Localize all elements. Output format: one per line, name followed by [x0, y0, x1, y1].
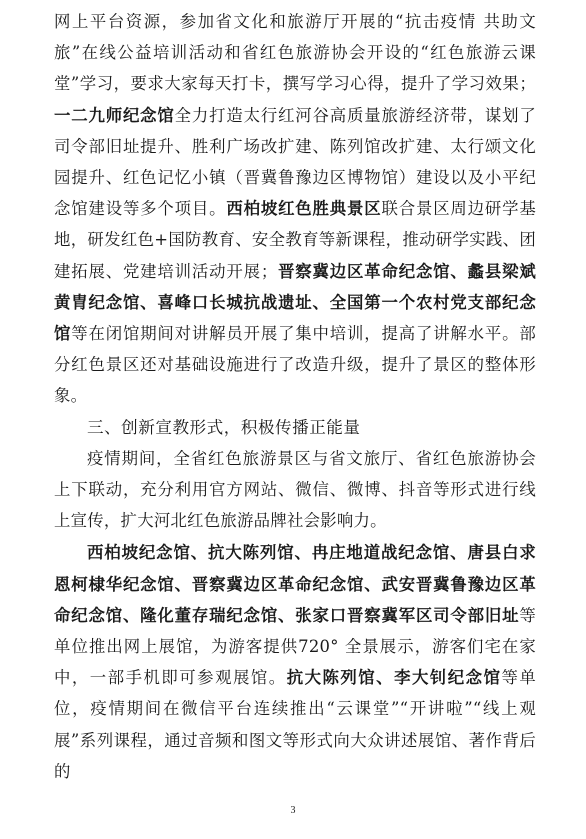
paragraph-text: 联合景区周边研学基地，研发红色+国防教育、安全教育等新课程，推动研学实践、团建拓展、党建培训活动开展； — [54, 199, 537, 281]
bold-venue-name: 晋察冀边区革命纪念馆、蠡县梁斌黄胄纪念馆、喜峰口长城抗战遗址、全国第一个农村党支部纪念馆 — [54, 261, 537, 344]
bold-venue-name: 西柏坡纪念馆、抗大陈列馆、冉庄地道战纪念馆、唐县白求恩柯棣华纪念馆、晋察冀边区革命纪念馆、武安晋冀鲁豫边区革命纪念馆、隆化董存瑞纪念馆、张家口晋察冀军区司令部旧址 — [54, 543, 536, 625]
paragraph-text: 等单位推出网上展馆，为游客提供720° 全景展示，游客们宅在家中，一部手机即可参观展馆。 — [54, 605, 536, 688]
bold-venue-name: 西柏坡红色胜典景区 — [226, 199, 382, 219]
body-paragraph-online-promotion: 疫情期间，全省红色旅游景区与省文旅厅、省红色旅游协会上下联动，充分利用官方网站、微信、微博、抖音等形式进行线上宣传，扩大河北红色旅游品牌社会影响力。 — [54, 448, 536, 531]
paragraph-text: 全力打造太行红河谷高质量旅游经济带，谋划了司令部旧址提升、胜利广场改扩建、陈列馆改扩建、太行颂文化园提升、红色记忆小镇（晋冀鲁豫边区博物馆）建设以及小平纪念馆建设等多个项目。 — [54, 105, 537, 219]
body-paragraph-training — [54, 6, 536, 412]
paragraph-text: 等单位，疫情期间在微信平台连续推出“云课堂”“开讲啦”“线上观展”系列课程，通过音频和图文等形式向大众讲述展馆、著作背后的 — [54, 668, 537, 781]
body-paragraph-online-exhibitions — [54, 537, 536, 787]
bold-venue-name: 一二九师纪念馆 — [54, 105, 175, 125]
document-page — [54, 6, 536, 787]
paragraph-text: 等在闭馆期间对讲解员开展了集中培训，提高了讲解水平。部分红色景区还对基础设施进行了改造升级，提升了景区的整体形象。 — [54, 324, 537, 406]
bold-venue-name: 抗大陈列馆、李大钊纪念馆 — [286, 668, 502, 688]
page-number: 3 — [290, 805, 296, 816]
paragraph-text: 网上平台资源，参加省文化和旅游厅开展的“抗击疫情 共助文旅”在线公益培训活动和省红色旅游协会开设的“红色旅游云课堂”学习，要求大家每天打卡，撰写学习心得，提升了学习效果； — [54, 12, 536, 94]
section-heading: 三、创新宣教形式，积极传播正能量 — [87, 417, 361, 437]
